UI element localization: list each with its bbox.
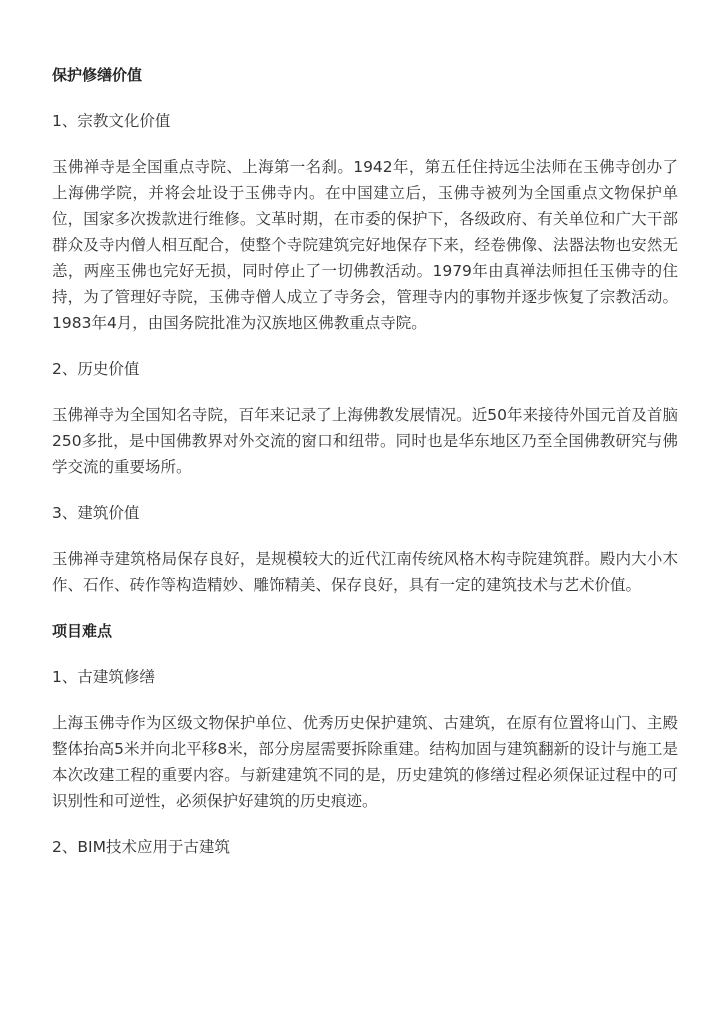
subheading-bim-application: 2、BIM技术应用于古建筑 <box>52 838 230 856</box>
paragraph-architectural-value: 玉佛禅寺建筑格局保存良好，是规模较大的近代江南传统风格木构寺院建筑群。殿内大小木作、石作、砖作等构造精妙、雕饰精美、保存良好，具有一定的建筑技术与艺术价值。 <box>52 550 678 594</box>
section-heading-project-difficulties: 项目难点 <box>52 622 113 640</box>
paragraph-religious-cultural-value: 玉佛禅寺是全国重点寺院、上海第一名刹。1942年，第五任住持远尘法师在玉佛寺创办了上海佛学院，并将会址设于玉佛寺内。在中国建立后，玉佛寺被列为全国重点文物保护单位，国家多次拨款进行维修。文革时期，在市委的保护下，各级政府、有关单位和广大干部群众及寺内僧人相互配合，使整个寺院建筑完好地保存下来，经卷佛像、法器法物也安然无恙，两座玉佛也完好无损，同时停止了一切佛教活动。1979年由真禅法师担任玉佛寺的住持，为了管理好寺院，玉佛寺僧人成立了寺务会，管理寺内的事物并逐步恢复了宗教活动。1983年4月，由国务院批准为汉族地区佛教重点寺院。 <box>52 158 678 332</box>
article-body <box>52 62 678 880</box>
subheading-architectural-value: 3、建筑价值 <box>52 504 140 522</box>
paragraph-historical-value: 玉佛禅寺为全国知名寺院，百年来记录了上海佛教发展情况。近50年来接待外国元首及首脑250多批，是中国佛教界对外交流的窗口和纽带。同时也是华东地区乃至全国佛教研究与佛学交流的重要场所。 <box>52 406 678 476</box>
subheading-historical-value: 2、历史价值 <box>52 360 140 378</box>
paragraph-ancient-building-repair: 上海玉佛寺作为区级文物保护单位、优秀历史保护建筑、古建筑，在原有位置将山门、主殿整体抬高5米并向北平移8米，部分房屋需要拆除重建。结构加固与建筑翻新的设计与施工是本次改建工程的重要内容。与新建建筑不同的是，历史建筑的修缮过程必须保证过程中的可识别性和可逆性，必须保护好建筑的历史痕迹。 <box>52 714 678 810</box>
section-heading-protection-value: 保护修缮价值 <box>52 66 143 84</box>
subheading-religious-cultural-value: 1、宗教文化价值 <box>52 112 171 130</box>
subheading-ancient-building-repair: 1、古建筑修缮 <box>52 668 155 686</box>
